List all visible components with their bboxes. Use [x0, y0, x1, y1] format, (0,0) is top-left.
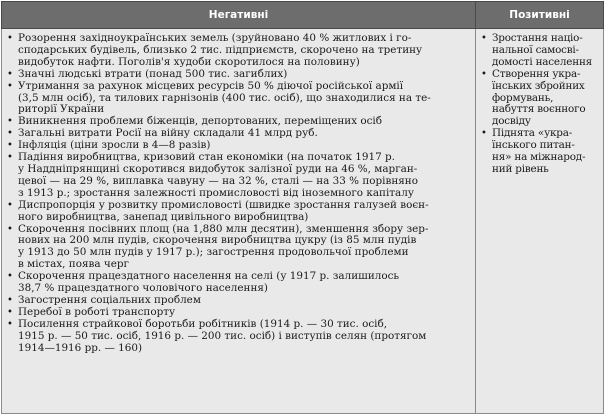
positive-cell — [476, 29, 604, 414]
negative-item — [5, 81, 472, 117]
bullet-icon: • — [7, 140, 13, 152]
bullet-icon: • — [481, 68, 487, 80]
item-text-line: нових на 200 млн пудів, скорочення виробництва цукру (із 85 млн пудів — [18, 234, 417, 247]
header-negative: Негативні — [2, 2, 476, 29]
positive-item — [479, 69, 600, 129]
item-text-line: Загальні витрати Росії на війну складали 41 млрд руб. — [18, 127, 318, 140]
item-text-line: 38,7 % працездатного чоловічого населення) — [18, 282, 268, 295]
item-text-line: Скорочення посівних площ (на 1,880 млн десятин), зменшення збору зер- — [18, 222, 429, 235]
item-text-line: Перебої в роботі транспорту — [18, 305, 176, 318]
item-text-line: Значні людські втрати (понад 500 тис. загиблих) — [18, 67, 288, 80]
bullet-icon: • — [7, 80, 13, 92]
negative-item — [5, 319, 472, 355]
negative-item — [5, 224, 472, 272]
item-text-line: Скорочення працездатного населення на селі (у 1917 р. залишилось — [18, 270, 400, 283]
consequences-table — [1, 1, 604, 414]
bullet-icon: • — [7, 199, 13, 211]
item-text-line: 1914—1916 рр. — 160) — [18, 341, 143, 354]
item-text-line: ня» на міжнарод- — [492, 151, 586, 164]
bullet-icon: • — [7, 128, 13, 140]
bullet-icon: • — [7, 294, 13, 306]
item-text-line: цевої — на 29 %, виплавка чавуну — на 32 %, сталі — на 33 % порівняно — [18, 174, 418, 187]
item-text-line: формувань, — [492, 91, 554, 104]
positive-item — [479, 33, 600, 69]
bullet-icon: • — [7, 33, 13, 44]
item-text-line: у 1913 до 50 млн пудів у 1917 р.); загострення продовольчої проблеми — [18, 246, 409, 259]
item-text-line: нальної самосві- — [492, 43, 579, 56]
item-text-line: Падіння виробництва, кризовий стан економіки (на початок 1917 р. — [18, 151, 395, 164]
negative-list — [5, 33, 472, 354]
negative-item — [5, 200, 472, 224]
item-text-line: Розорення західноукраїнських земель (зруйновано 40 % житлових і го- — [18, 32, 412, 44]
item-text-line: Утримання за рахунок місцевих ресурсів 50 % діючої російської армії — [18, 79, 404, 92]
item-text-line: в містах, поява черг — [18, 258, 129, 271]
item-text-line: Диспропорція у розвитку промисловості (швидке зростання галузей воєн- — [18, 198, 429, 211]
item-text-line: 1915 р. — 50 тис. осіб, 1916 р. — 200 тис. осіб) і виступів селян (протягом — [18, 329, 427, 342]
item-text-line: набуття воєнного — [492, 103, 586, 116]
item-text-line: їнського питан- — [492, 139, 575, 152]
item-text-line: домості населення — [492, 55, 593, 68]
bullet-icon: • — [7, 68, 13, 80]
item-text-line: їнських збройних — [492, 79, 585, 92]
negative-item — [5, 271, 472, 295]
bullet-icon: • — [7, 152, 13, 164]
item-text-line: Загострення соціальних проблем — [18, 293, 201, 306]
item-text-line: видобуток нафти. Поголів'я худоби скоротилося на половину) — [18, 55, 360, 68]
header-positive: Позитивні — [476, 2, 604, 29]
negative-item — [5, 152, 472, 200]
item-text-line: риторії України — [18, 103, 105, 116]
bullet-icon: • — [481, 33, 487, 44]
header-row — [2, 2, 604, 29]
negative-item — [5, 33, 472, 69]
item-text-line: Зростання націо- — [492, 32, 583, 44]
item-text-line: з 1913 р.; зростання залежності промисловості від іноземного капіталу — [18, 186, 414, 199]
item-text-line: ного виробництва, занепад цивільного виробництва) — [18, 210, 309, 223]
positive-item — [479, 128, 600, 176]
item-text-line: ний рівень — [492, 162, 549, 175]
item-text-line: Піднята «укра- — [492, 127, 573, 140]
item-text-line: (3,5 млн осіб), та тилових гарнізонів (400 тис. осіб), що знаходилися на те- — [18, 91, 431, 104]
bullet-icon: • — [7, 306, 13, 318]
positive-list — [479, 33, 600, 176]
bullet-icon: • — [7, 318, 13, 330]
bullet-icon: • — [7, 271, 13, 283]
item-text-line: Інфляція (ціни зросли в 4—8 разів) — [18, 139, 211, 152]
item-text-line: у Наддніпрянщині скоротився видобуток залізної руди на 46 %, марган- — [18, 162, 418, 175]
bullet-icon: • — [7, 223, 13, 235]
bullet-icon: • — [481, 128, 487, 140]
bullet-icon: • — [7, 116, 13, 128]
negative-cell — [2, 29, 476, 414]
item-text-line: Виникнення проблеми біженців, депортованих, переміщених осіб — [18, 115, 383, 128]
item-text-line: сподарських будівель, близько 2 тис. підприємств, скорочено на третину — [18, 43, 423, 56]
item-text-line: Створення укра- — [492, 67, 581, 80]
body-row — [2, 29, 604, 414]
item-text-line: досвіду — [492, 115, 531, 128]
item-text-line: Посилення страйкової боротьби робітників (1914 р. — 30 тис. осіб, — [18, 317, 388, 330]
